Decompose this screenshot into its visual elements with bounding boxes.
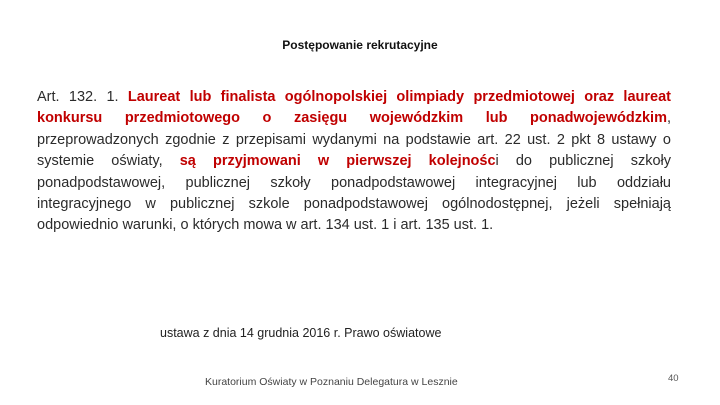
slide-title: Postępowanie rekrutacyjne [282,38,438,52]
article-segment-highlight: Laureat lub finalista ogólnopolskiej olimpiady przedmiotowej oraz laureat konkursu przedmiotowego o zasięgu wojewódzkim lub ponadwojewódzkim [37,89,671,127]
article-segment: Art. 132. 1. [37,89,128,105]
page-number: 40 [668,373,679,384]
source-citation: ustawa z dnia 14 grudnia 2016 r. Prawo oświatowe [160,326,442,340]
article-text [37,87,671,237]
article-segment-highlight: są przyjmowani w pierwszej kolejnośc [179,153,496,170]
article-segment: , przeprowadzonych zgodnie z przepisami wydanymi na podstawie art. 22 ust. 2 pkt 8 ustawy o systemie oświaty, [37,110,671,170]
article-segment: i do publicznej szkoły ponadpodstawowej, publicznej szkoły ponadpodstawowej integracyjnej lub oddziału integracyjnego w publicznej szkole ponadpodstawowej ogólnodostępnej, jeżeli spełniają odpowiednio warunki, o których mowa w art. 134 ust. 1 i art. 135 ust. 1. [37,153,671,234]
footer-text: Kuratorium Oświaty w Poznaniu Delegatura w Lesznie [205,376,458,388]
